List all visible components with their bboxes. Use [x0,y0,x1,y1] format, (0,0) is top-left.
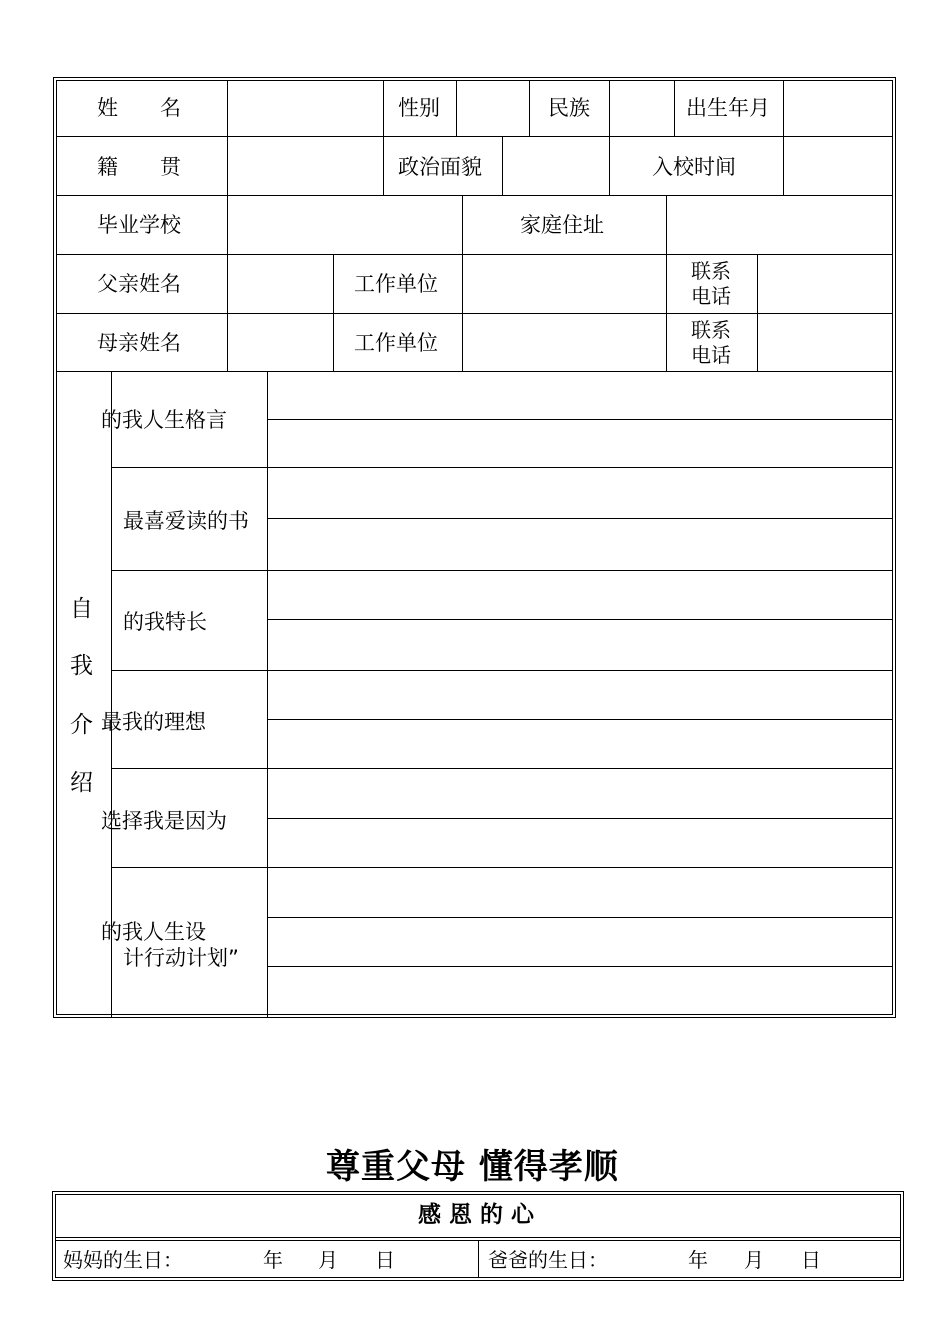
col-divider [383,80,384,136]
dad-birthday-label: 爸爸的生日： [488,1248,608,1272]
mom-month-label: 月 [318,1248,338,1272]
motto-label: 的我人生格言 [101,408,227,432]
choice-field[interactable] [268,769,892,866]
school-label: 毕业学校 [97,213,181,237]
choice-label: 选择我是因为 [101,809,227,833]
dad-year-label: 年 [688,1248,708,1272]
book-label: 最喜爱读的书 [123,509,249,533]
political-field[interactable] [503,137,608,194]
mother-phone-label-2: 电话 [691,343,731,367]
gratitude-col-divider [478,1240,479,1278]
col-divider [529,80,530,136]
father-label: 父亲姓名 [97,272,181,296]
father-phone-field[interactable] [758,255,892,312]
self-intro-char: 我 [70,653,93,679]
dad-birthday-field[interactable] [612,1242,899,1276]
col-divider [674,80,675,136]
plan-label-2: 计行动计划” [123,946,239,970]
gratitude-row-divider [55,1237,901,1238]
father-work-label: 工作单位 [354,272,438,296]
self-intro-char: 介 [70,712,93,738]
mom-year-label: 年 [263,1248,283,1272]
plan-label-1: 的我人生设 [101,920,206,944]
col-divider [333,254,334,371]
birth-field[interactable] [784,81,892,135]
mother-label: 母亲姓名 [97,331,181,355]
origin-label: 籍 贯 [97,155,181,179]
mom-birthday-label: 妈妈的生日： [63,1248,183,1272]
mom-birthday-field[interactable] [190,1242,475,1276]
col-divider [383,136,384,195]
name-field[interactable] [228,81,382,135]
plan-field[interactable] [268,868,892,1014]
row-divider [56,136,893,137]
father-name-field[interactable] [228,255,332,312]
father-phone-label-2: 电话 [691,284,731,308]
mother-name-field[interactable] [228,314,332,370]
mother-phone-label-1: 联系 [691,318,731,342]
book-field[interactable] [268,468,892,569]
name-label: 姓 名 [97,96,181,120]
mother-work-label: 工作单位 [354,331,438,355]
political-label: 政治面貌 [398,155,482,179]
gender-field[interactable] [457,81,528,135]
enroll-label: 入校时间 [652,155,736,179]
origin-field[interactable] [228,137,382,194]
ethnicity-label: 民族 [548,96,590,120]
gender-label: 性别 [398,96,440,120]
father-phone-label-1: 联系 [691,259,731,283]
motto-field[interactable] [268,372,892,466]
father-work-field[interactable] [463,255,665,312]
ideal-label: 最我的理想 [101,710,206,734]
gratitude-subtitle: 感 恩 的 心 [418,1202,535,1228]
birth-label: 出生年月 [686,96,770,120]
specialty-label: 的我特长 [123,610,207,634]
mother-work-field[interactable] [463,314,665,370]
ideal-field[interactable] [268,671,892,767]
mother-phone-field[interactable] [758,314,892,370]
enroll-field[interactable] [784,137,892,194]
address-label: 家庭住址 [520,213,604,237]
dad-month-label: 月 [744,1248,764,1272]
mom-day-label: 日 [375,1248,395,1272]
specialty-field[interactable] [268,571,892,669]
address-field[interactable] [667,196,892,253]
self-intro-char: 自 [70,596,93,622]
dad-day-label: 日 [801,1248,821,1272]
school-field[interactable] [228,196,461,253]
self-intro-char: 绍 [70,770,93,796]
ethnicity-field[interactable] [610,81,673,135]
section-title: 尊重父母 懂得孝顺 [326,1147,619,1187]
